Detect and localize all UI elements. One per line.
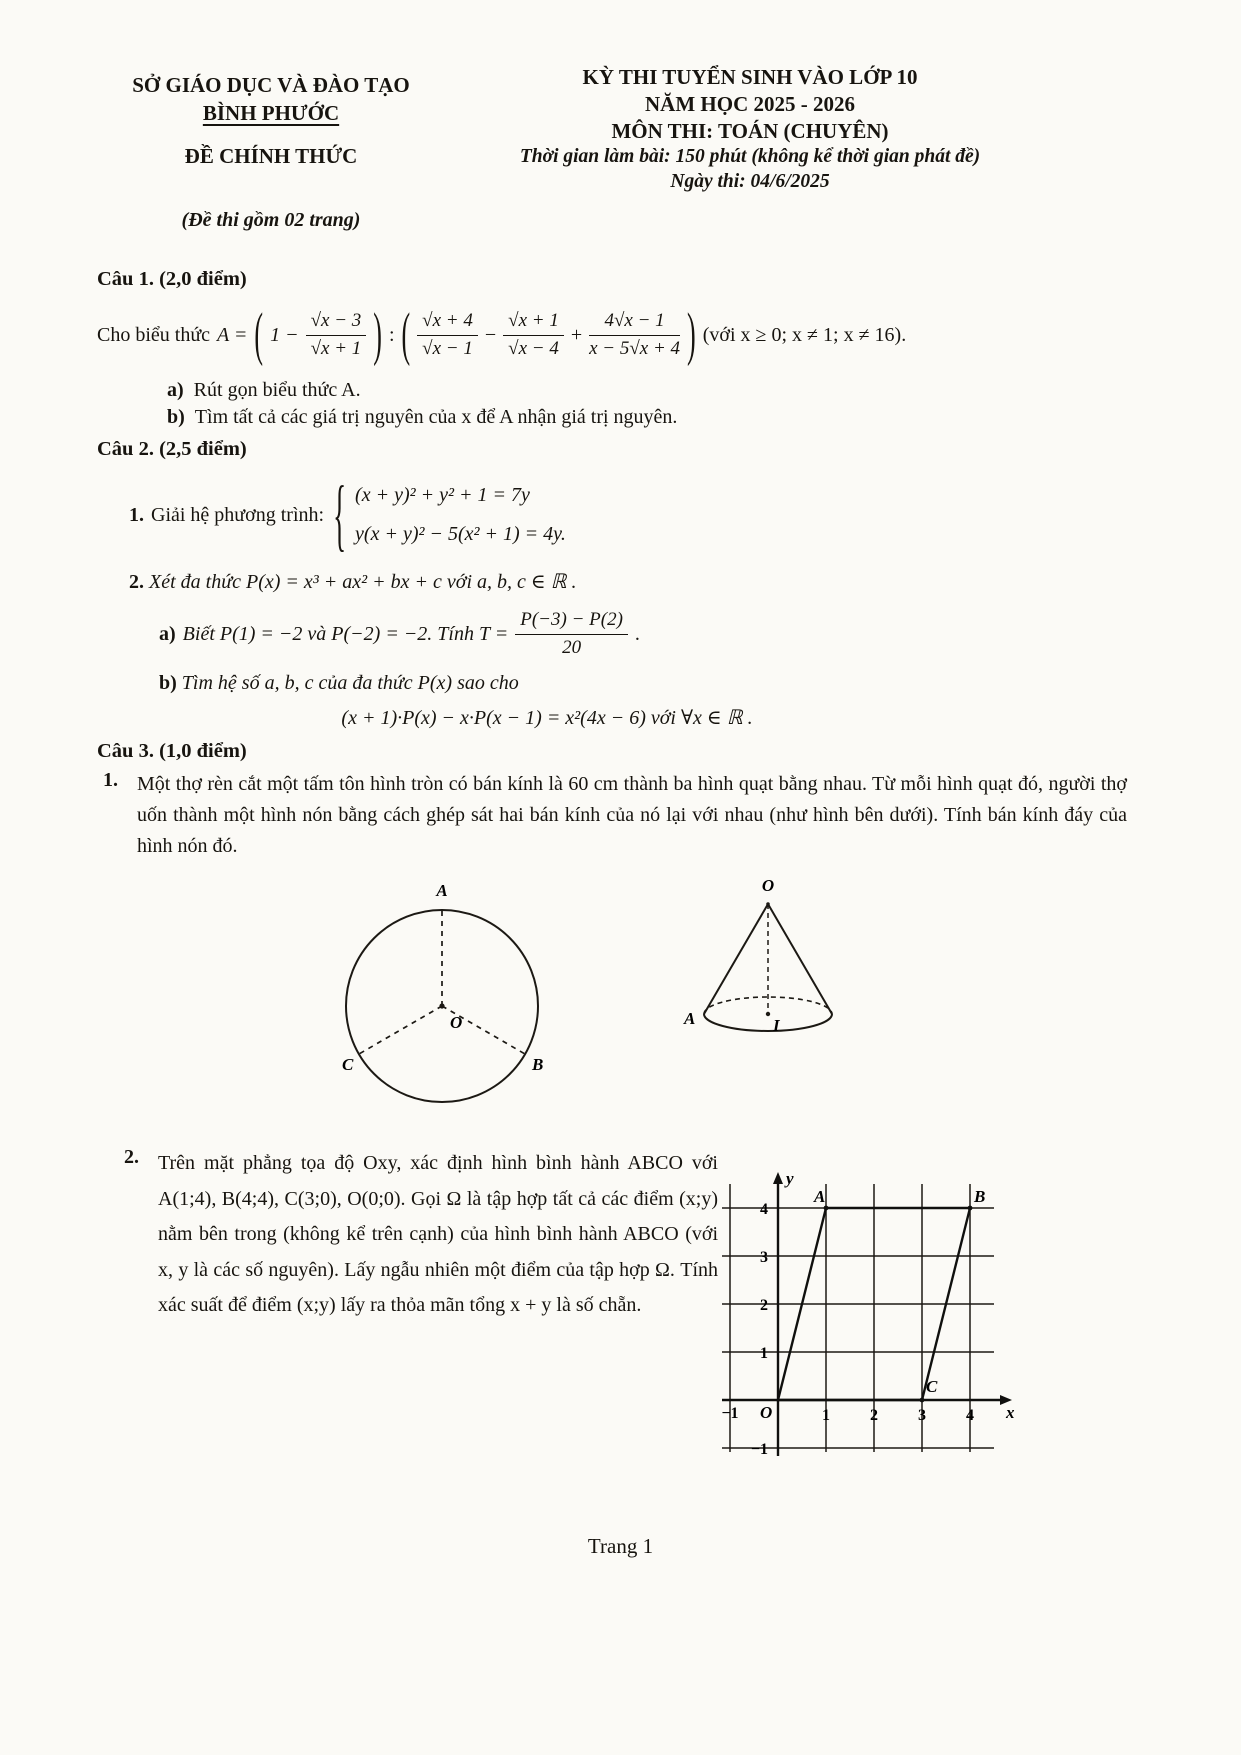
question-1a: [167, 379, 1167, 402]
xtick-neg1: −1: [721, 1405, 739, 1422]
part-b-label: b): [159, 672, 177, 694]
equation-system: [355, 482, 566, 548]
question-3-heading: Câu 3. (1,0 điểm): [97, 740, 247, 762]
fraction-4: $\frac{4√x - 1}{x - 5√x + 4}$: [589, 309, 681, 359]
circle-label-A: A: [436, 881, 448, 900]
part-a-pre: Biết P(1) = −2 và P(−2) = −2. Tính T =: [182, 622, 509, 645]
ytick-neg1: −1: [750, 1441, 768, 1458]
page-number: Trang 1: [587, 1534, 654, 1558]
item-2-label: 2.: [129, 571, 144, 593]
graph-label-A: A: [814, 1187, 826, 1206]
plus-sign: +: [570, 323, 583, 346]
question-1-heading: Câu 1. (2,0 điểm): [97, 268, 247, 290]
part-b-label: b): [167, 406, 185, 428]
one-minus: 1 −: [270, 323, 299, 346]
graph-label-B: B: [974, 1187, 986, 1206]
question-1: [97, 268, 1167, 429]
item-2-label: 2.: [124, 1146, 139, 1168]
exam-date-line: Ngày thi: 04/6/2025: [670, 170, 830, 192]
school-year: NĂM HỌC 2025 - 2026: [645, 91, 855, 116]
ytick-1: 1: [760, 1345, 768, 1362]
problem-1-text: Một thợ rèn cắt một tấm tôn hình tròn có bán kính là 60 cm thành ba hình quạt bằng nhau. Từ mỗi hình quạt đó, người thợ uốn thành một hình nón bằng cách ghép sát hai bán kính của nó lại với nhau (như hình bên dưới). Tính bán kính đáy của hình nón đó.: [137, 773, 1127, 857]
question-2a: [159, 602, 1167, 666]
identity-equation: (x + 1)·P(x) − x·P(x − 1) = x²(4x − 6) với ∀x ∈ ℝ .: [341, 707, 753, 729]
item-1-label: 1.: [129, 503, 144, 526]
system-brace: {: [333, 468, 347, 559]
left-paren: (: [254, 300, 264, 368]
question-3: [97, 740, 1167, 862]
origin-label: O: [760, 1403, 773, 1422]
question-2-item-2: [129, 569, 1167, 594]
question-2b: [159, 672, 1167, 695]
polynomial-line: Xét đa thức P(x) = x³ + ax² + bx + c với a, b, c ∈ ℝ .: [149, 571, 577, 593]
cone-label-A: A: [684, 1009, 696, 1028]
x-axis-label: x: [1006, 1403, 1015, 1422]
subject-line: MÔN THI: TOÁN (CHUYÊN): [611, 118, 889, 143]
vertex-A: [824, 1206, 829, 1211]
circle-figure: [330, 874, 555, 1114]
expression-intro: Cho biểu thức: [97, 323, 211, 346]
official-exam-stamp: ĐỀ CHÍNH THỨC: [184, 144, 358, 169]
fraction-2: $\frac{√x + 4}{√x - 1}$: [417, 310, 478, 361]
cone-right-side: [768, 904, 832, 1014]
condition-note: (với x ≥ 0; x ≠ 1; x ≠ 16).: [702, 323, 907, 346]
base-center-point: [766, 1012, 770, 1016]
xtick-4: 4: [966, 1407, 974, 1424]
question-1b: [167, 406, 1167, 429]
xtick-1: 1: [822, 1407, 830, 1424]
right-paren: ): [687, 300, 696, 368]
item-1-text: Giải hệ phương trình:: [151, 503, 325, 526]
question-3-item-2: [118, 1146, 718, 1324]
fraction-T: $\frac{P(-3) - P(2)}{20}$: [515, 609, 628, 660]
part-a-label: a): [159, 622, 176, 645]
ytick-4: 4: [760, 1201, 768, 1218]
equation-1: (x + y)² + y² + 1 = 7y: [355, 484, 530, 506]
radius-OC: [359, 1006, 442, 1054]
fraction-1: $\frac{√x - 3}{√x + 1}$: [306, 310, 367, 361]
item-1-label: 1.: [103, 769, 118, 791]
circle-label-C: C: [342, 1055, 354, 1074]
vertex-C: [920, 1398, 925, 1403]
circle-label-B: B: [532, 1055, 544, 1074]
apex-point: [766, 902, 770, 906]
duration-line: Thời gian làm bài: 150 phút (không kể thời gian phát đề): [519, 145, 981, 167]
right-paren: ): [373, 300, 382, 368]
exam-title: KỲ THI TUYỂN SINH VÀO LỚP 10: [582, 65, 918, 89]
problem-2-text: Trên mặt phẳng tọa độ Oxy, xác định hình bình hành ABCO với A(1;4), B(4;4), C(3;0), O(0;0). Gọi Ω là tập hợp tất cả các điểm (x;y) nằm bên trong (không kể trên cạnh) của hình bình hành ABCO (với x, y là các số nguyên). Lấy ngẫu nhiên một điểm của tập hợp Ω. Tính xác suất để điểm (x;y) lấy ra thỏa mãn tổng x + y là số chẵn.: [158, 1152, 718, 1317]
issuer-name: SỞ GIÁO DỤC VÀ ĐÀO TẠO: [132, 73, 410, 97]
question-2-heading: Câu 2. (2,5 điểm): [97, 438, 247, 460]
question-2-item-1: [129, 468, 1167, 559]
xtick-2: 2: [870, 1407, 878, 1424]
part-a-text: Rút gọn biểu thức A.: [193, 379, 361, 401]
part-b-text: Tìm tất cả các giá trị nguyên của x để A nhận giá trị nguyên.: [194, 406, 678, 428]
cone-label-I: I: [773, 1016, 780, 1035]
minus-sign: −: [484, 323, 497, 346]
cone-figure: [676, 876, 856, 1048]
part-a-label: a): [167, 379, 184, 401]
vertex-B: [968, 1206, 973, 1211]
page-count-note: (Đề thi gồm 02 trang): [181, 209, 361, 232]
cone-label-O: O: [761, 876, 775, 895]
issuer-province: BÌNH PHƯỚC: [202, 100, 340, 125]
left-paren: (: [401, 300, 411, 368]
part-b-text: Tìm hệ số a, b, c của đa thức P(x) sao cho: [181, 672, 519, 694]
circle-label-O: O: [450, 1013, 463, 1032]
ytick-3: 3: [760, 1249, 768, 1266]
question-3-item-1: [97, 769, 1167, 862]
issuer-block: [96, 72, 446, 234]
graph-label-C: C: [926, 1377, 938, 1396]
ytick-2: 2: [760, 1297, 768, 1314]
coordinate-grid-figure: [708, 1118, 1020, 1463]
base-front-arc: [704, 1014, 832, 1031]
equation-2: y(x + y)² − 5(x² + 1) = 4y.: [355, 523, 566, 545]
division-colon: :: [388, 323, 395, 346]
fraction-3: $\frac{√x + 1}{√x - 4}$: [503, 310, 564, 361]
question-1-expression: [97, 295, 1167, 375]
expression-lhs: A =: [217, 323, 248, 346]
part-a-post: .: [634, 622, 640, 645]
y-axis-label: y: [786, 1169, 794, 1188]
question-2: [97, 438, 1167, 730]
exam-title-block: [440, 64, 1060, 195]
xtick-3: 3: [918, 1407, 926, 1424]
cone-left-side: [704, 904, 768, 1014]
y-axis-arrow: [773, 1172, 783, 1184]
